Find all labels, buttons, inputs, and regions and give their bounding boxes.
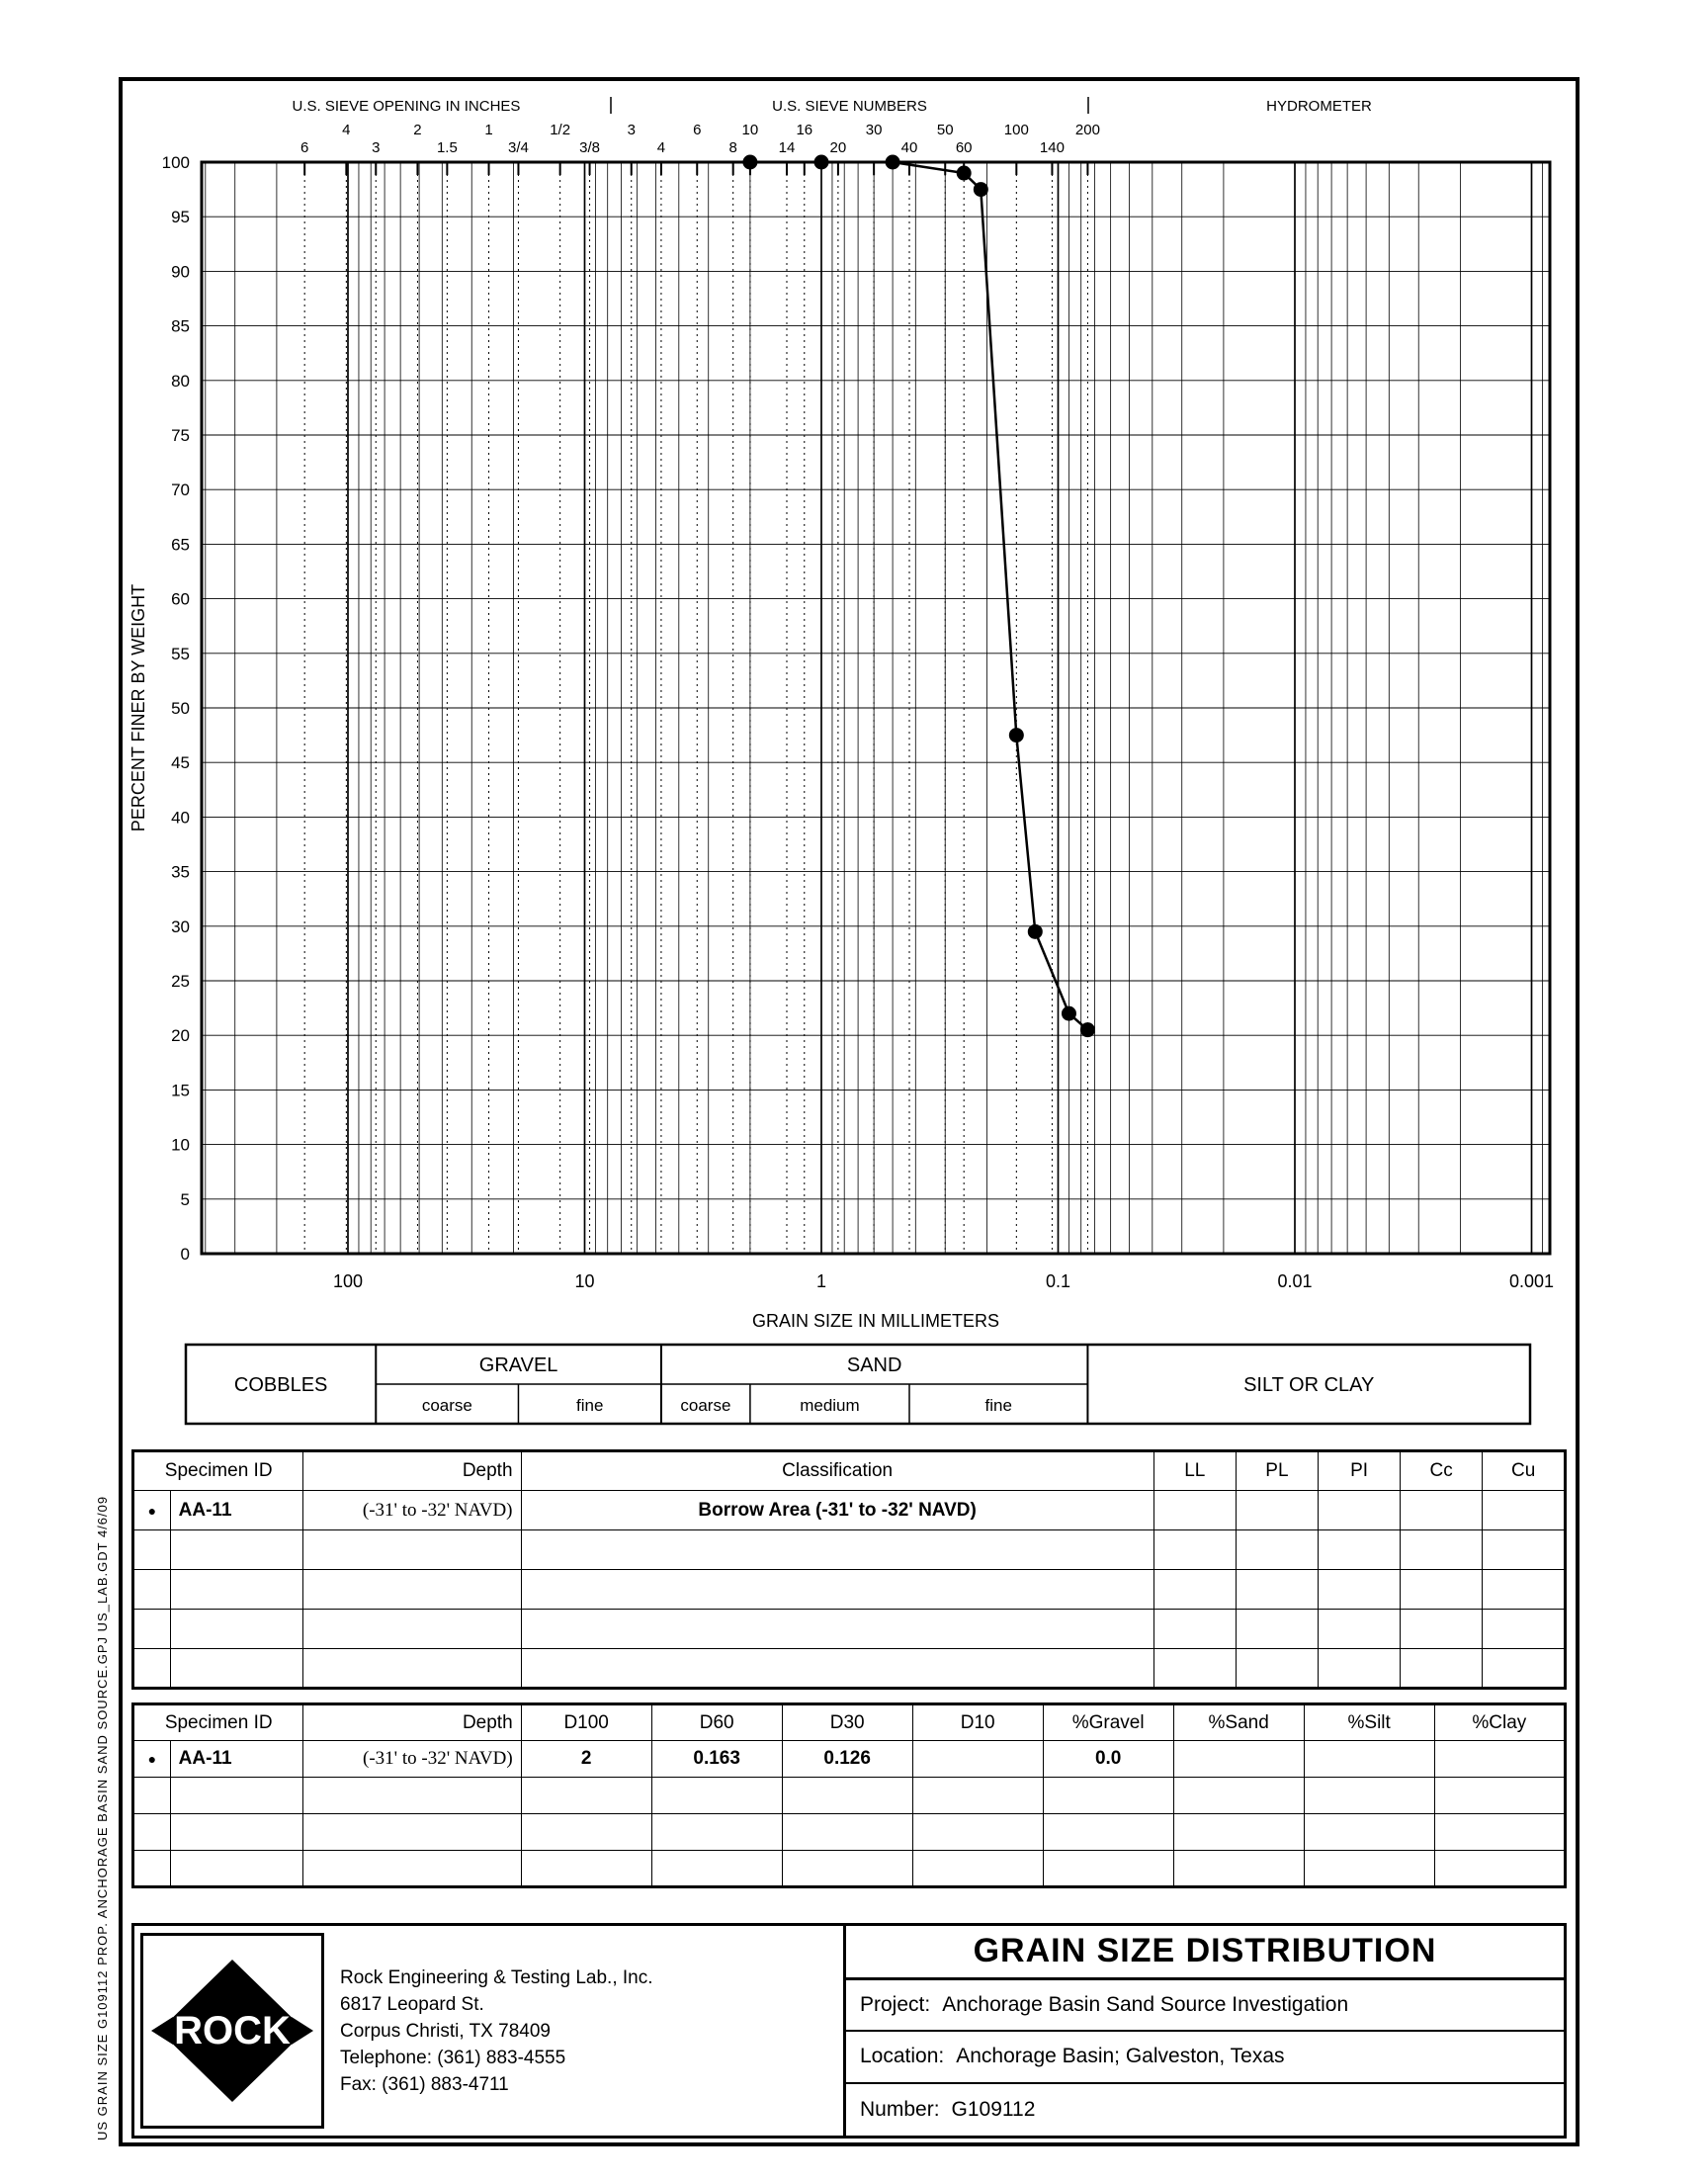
empty-cell bbox=[1434, 1778, 1565, 1814]
empty-cell bbox=[170, 1649, 303, 1689]
y-axis-tick-label: 65 bbox=[171, 535, 190, 555]
empty-cell bbox=[521, 1814, 651, 1851]
y-axis-tick-label: 15 bbox=[171, 1081, 190, 1100]
title-block-right bbox=[843, 1926, 1564, 2136]
empty-cell bbox=[303, 1851, 521, 1887]
y-axis-tick-label: 35 bbox=[171, 862, 190, 882]
data-point bbox=[1009, 728, 1024, 742]
sieve-label: 3/8 bbox=[579, 139, 600, 156]
empty-cell bbox=[133, 1649, 171, 1689]
x-axis-tick-label: 0.1 bbox=[1045, 1271, 1071, 1291]
empty-cell bbox=[1318, 1530, 1400, 1570]
data-point bbox=[1028, 924, 1043, 939]
y-axis-tick-label: 40 bbox=[171, 808, 190, 828]
empty-cell bbox=[1318, 1610, 1400, 1649]
cc-cell bbox=[1401, 1491, 1483, 1530]
title-block-left bbox=[134, 1926, 843, 2136]
empty-cell bbox=[170, 1851, 303, 1887]
empty-cell bbox=[912, 1778, 1043, 1814]
y-axis-title: PERCENT FINER BY WEIGHT bbox=[128, 583, 148, 832]
empty-cell bbox=[303, 1570, 521, 1610]
title-block bbox=[131, 1923, 1567, 2139]
y-axis-tick-label: 60 bbox=[171, 589, 190, 609]
empty-cell bbox=[1173, 1778, 1304, 1814]
sieve-label: 30 bbox=[865, 122, 883, 138]
classification-cell: Borrow Area (-31' to -32' NAVD) bbox=[521, 1491, 1153, 1530]
y-axis-tick-label: 50 bbox=[171, 699, 190, 718]
empty-cell bbox=[133, 1778, 171, 1814]
number-label: Number: bbox=[860, 2097, 940, 2121]
empty-cell bbox=[1153, 1530, 1236, 1570]
column-header: %Clay bbox=[1434, 1704, 1565, 1741]
empty-cell bbox=[521, 1851, 651, 1887]
report-title: GRAIN SIZE DISTRIBUTION bbox=[846, 1926, 1564, 1980]
gradation-curve bbox=[750, 162, 1088, 1030]
gravel-percent-cell: 0.0 bbox=[1043, 1741, 1173, 1778]
empty-cell bbox=[1434, 1851, 1565, 1887]
empty-cell bbox=[303, 1649, 521, 1689]
sieve-label: 14 bbox=[778, 139, 796, 156]
empty-cell bbox=[1318, 1649, 1400, 1689]
sieve-label: 200 bbox=[1074, 122, 1100, 138]
empty-cell bbox=[170, 1530, 303, 1570]
empty-cell bbox=[521, 1778, 651, 1814]
location-label: Location: bbox=[860, 2045, 945, 2068]
empty-cell bbox=[1153, 1570, 1236, 1610]
empty-cell bbox=[1401, 1530, 1483, 1570]
soil-group-label: GRAVEL bbox=[478, 1354, 558, 1376]
empty-cell bbox=[521, 1570, 1153, 1610]
specimen-id-cell: AA-11 bbox=[170, 1741, 303, 1778]
sieve-label: 20 bbox=[829, 139, 847, 156]
d30-cell: 0.126 bbox=[782, 1741, 912, 1778]
empty-cell bbox=[521, 1530, 1153, 1570]
pi-cell bbox=[1318, 1491, 1400, 1530]
empty-cell bbox=[1304, 1814, 1434, 1851]
y-axis-tick-label: 95 bbox=[171, 208, 190, 227]
column-header: D100 bbox=[521, 1704, 651, 1741]
column-header: PI bbox=[1318, 1451, 1400, 1491]
empty-cell bbox=[303, 1814, 521, 1851]
soil-subgroup-label: coarse bbox=[421, 1396, 472, 1415]
empty-cell bbox=[133, 1814, 171, 1851]
column-header: Depth bbox=[303, 1451, 521, 1491]
column-header: Cc bbox=[1401, 1451, 1483, 1491]
table1-grid bbox=[131, 1449, 1567, 1690]
empty-cell bbox=[170, 1570, 303, 1610]
soil-group-label: COBBLES bbox=[233, 1374, 328, 1396]
project-label: Project: bbox=[860, 1992, 931, 2016]
empty-cell bbox=[133, 1530, 171, 1570]
file-stamp-note: US GRAIN SIZE G109112 PROP. ANCHORAGE BASIN SAND SOURCE.GPJ US_LAB.GDT 4/6/09 bbox=[95, 1495, 110, 2140]
empty-cell bbox=[521, 1610, 1153, 1649]
x-axis-title: GRAIN SIZE IN MILLIMETERS bbox=[751, 1311, 1000, 1331]
y-axis-tick-label: 75 bbox=[171, 426, 190, 445]
d10-cell bbox=[912, 1741, 1043, 1778]
column-header: D60 bbox=[651, 1704, 782, 1741]
sieve-label: 3 bbox=[627, 122, 636, 138]
empty-cell bbox=[170, 1778, 303, 1814]
empty-cell bbox=[521, 1649, 1153, 1689]
depth-cell: (-31' to -32' NAVD) bbox=[303, 1491, 521, 1530]
header-sieve-numbers: U.S. SIEVE NUMBERS bbox=[772, 98, 927, 115]
empty-cell bbox=[782, 1851, 912, 1887]
data-point bbox=[1062, 1006, 1076, 1021]
sieve-label: 1.5 bbox=[436, 139, 458, 156]
gradation-table bbox=[131, 1703, 1567, 1888]
empty-cell bbox=[1153, 1610, 1236, 1649]
empty-cell bbox=[651, 1851, 782, 1887]
pl-cell bbox=[1236, 1491, 1318, 1530]
empty-cell bbox=[651, 1778, 782, 1814]
empty-cell bbox=[782, 1814, 912, 1851]
sieve-label: 40 bbox=[900, 139, 918, 156]
empty-cell bbox=[133, 1610, 171, 1649]
column-header: D10 bbox=[912, 1704, 1043, 1741]
depth-cell: (-31' to -32' NAVD) bbox=[303, 1741, 521, 1778]
silt-percent-cell bbox=[1304, 1741, 1434, 1778]
data-point bbox=[1080, 1022, 1095, 1037]
project-value: Anchorage Basin Sand Source Investigation bbox=[942, 1992, 1349, 2016]
x-axis-tick-label: 10 bbox=[574, 1271, 595, 1291]
empty-cell bbox=[1318, 1570, 1400, 1610]
logo-right-arrow-icon bbox=[292, 2017, 313, 2045]
sand-percent-cell bbox=[1173, 1741, 1304, 1778]
rock-logo-icon bbox=[149, 1954, 315, 2108]
empty-cell bbox=[1173, 1814, 1304, 1851]
y-axis-tick-label: 25 bbox=[171, 972, 190, 991]
column-header: Classification bbox=[521, 1451, 1153, 1491]
column-header: D30 bbox=[782, 1704, 912, 1741]
data-point bbox=[742, 155, 757, 170]
y-axis-tick-label: 55 bbox=[171, 644, 190, 663]
empty-cell bbox=[1304, 1851, 1434, 1887]
sieve-label: 2 bbox=[413, 122, 422, 138]
sieve-label: 8 bbox=[728, 139, 737, 156]
grain-size-distribution-chart bbox=[127, 87, 1570, 1441]
y-axis-tick-label: 0 bbox=[180, 1245, 190, 1264]
table2-grid bbox=[131, 1703, 1567, 1888]
empty-cell bbox=[1236, 1649, 1318, 1689]
sieve-label: 4 bbox=[656, 139, 666, 156]
empty-cell bbox=[303, 1610, 521, 1649]
data-point bbox=[886, 155, 900, 170]
sieve-label: 100 bbox=[1003, 122, 1029, 138]
y-axis-tick-label: 45 bbox=[171, 753, 190, 773]
location-value: Anchorage Basin; Galveston, Texas bbox=[956, 2045, 1285, 2068]
soil-subgroup-label: fine bbox=[575, 1396, 604, 1415]
company-info-line: Fax: (361) 883-4711 bbox=[340, 2073, 509, 2095]
sieve-label: 60 bbox=[955, 139, 973, 156]
soil-group-label: SAND bbox=[846, 1354, 902, 1376]
data-point bbox=[974, 182, 988, 197]
y-axis-tick-label: 10 bbox=[171, 1135, 190, 1155]
d100-cell: 2 bbox=[521, 1741, 651, 1778]
column-header: Depth bbox=[303, 1704, 521, 1741]
empty-cell bbox=[912, 1851, 1043, 1887]
header-sieve-inches: U.S. SIEVE OPENING IN INCHES bbox=[292, 98, 521, 115]
y-axis-tick-label: 85 bbox=[171, 316, 190, 336]
sieve-label: 6 bbox=[693, 122, 702, 138]
empty-cell bbox=[912, 1814, 1043, 1851]
specimen-marker: ● bbox=[133, 1491, 171, 1530]
y-axis-tick-label: 70 bbox=[171, 480, 190, 500]
company-info-line: Telephone: (361) 883-4555 bbox=[340, 2047, 566, 2068]
logo-left-arrow-icon bbox=[151, 2017, 173, 2045]
empty-cell bbox=[133, 1851, 171, 1887]
ll-cell bbox=[1153, 1491, 1236, 1530]
empty-cell bbox=[1401, 1649, 1483, 1689]
cu-cell bbox=[1483, 1491, 1566, 1530]
empty-cell bbox=[303, 1530, 521, 1570]
company-info-line: Corpus Christi, TX 78409 bbox=[340, 2020, 551, 2042]
empty-cell bbox=[170, 1610, 303, 1649]
x-axis-tick-label: 0.01 bbox=[1277, 1271, 1313, 1291]
y-axis-tick-label: 5 bbox=[180, 1189, 190, 1209]
x-axis-tick-label: 1 bbox=[815, 1271, 827, 1291]
column-header: Specimen ID bbox=[133, 1704, 303, 1741]
data-point bbox=[814, 155, 829, 170]
x-axis-tick-label: 0.001 bbox=[1508, 1271, 1555, 1291]
number-value: G109112 bbox=[951, 2097, 1036, 2121]
sieve-label: 50 bbox=[936, 122, 954, 138]
empty-cell bbox=[1401, 1610, 1483, 1649]
company-info-line: Rock Engineering & Testing Lab., Inc. bbox=[340, 1966, 653, 1988]
sieve-label: 3 bbox=[372, 139, 381, 156]
sieve-label: 10 bbox=[741, 122, 759, 138]
column-header: %Silt bbox=[1304, 1704, 1434, 1741]
empty-cell bbox=[1173, 1851, 1304, 1887]
empty-cell bbox=[303, 1778, 521, 1814]
column-header: %Sand bbox=[1173, 1704, 1304, 1741]
clay-percent-cell bbox=[1434, 1741, 1565, 1778]
soil-subgroup-label: coarse bbox=[680, 1396, 731, 1415]
column-header: %Gravel bbox=[1043, 1704, 1173, 1741]
d60-cell: 0.163 bbox=[651, 1741, 782, 1778]
empty-cell bbox=[133, 1570, 171, 1610]
empty-cell bbox=[1483, 1610, 1566, 1649]
y-axis-tick-label: 90 bbox=[171, 262, 190, 282]
data-point bbox=[957, 166, 972, 181]
number-row bbox=[846, 2084, 1564, 2136]
empty-cell bbox=[1483, 1530, 1566, 1570]
sieve-label: 6 bbox=[300, 139, 309, 156]
specimen-id-cell: AA-11 bbox=[170, 1491, 303, 1530]
header-hydrometer: HYDROMETER bbox=[1266, 98, 1372, 115]
soil-subgroup-label: medium bbox=[800, 1396, 860, 1415]
soil-group-label: SILT OR CLAY bbox=[1243, 1374, 1375, 1396]
soil-subgroup-label: fine bbox=[984, 1396, 1012, 1415]
column-header: Cu bbox=[1483, 1451, 1566, 1491]
project-row bbox=[846, 1980, 1564, 2033]
y-axis-tick-label: 80 bbox=[171, 371, 190, 391]
empty-cell bbox=[1483, 1649, 1566, 1689]
logo-text: ROCK bbox=[174, 2009, 291, 2052]
empty-cell bbox=[1304, 1778, 1434, 1814]
sieve-label: 3/4 bbox=[508, 139, 529, 156]
sieve-label: 1 bbox=[484, 122, 493, 138]
sieve-label: 16 bbox=[796, 122, 813, 138]
sieve-label: 140 bbox=[1039, 139, 1065, 156]
empty-cell bbox=[1153, 1649, 1236, 1689]
empty-cell bbox=[1236, 1530, 1318, 1570]
empty-cell bbox=[782, 1778, 912, 1814]
empty-cell bbox=[1043, 1814, 1173, 1851]
empty-cell bbox=[651, 1814, 782, 1851]
column-header: Specimen ID bbox=[133, 1451, 303, 1491]
empty-cell bbox=[1043, 1778, 1173, 1814]
location-row bbox=[846, 2032, 1564, 2084]
company-logo bbox=[140, 1933, 324, 2129]
company-info bbox=[324, 1965, 653, 2098]
classification-table bbox=[131, 1449, 1567, 1690]
empty-cell bbox=[170, 1814, 303, 1851]
column-header: LL bbox=[1153, 1451, 1236, 1491]
x-axis-tick-label: 100 bbox=[332, 1271, 364, 1291]
empty-cell bbox=[1401, 1570, 1483, 1610]
specimen-marker: ● bbox=[133, 1741, 171, 1778]
column-header: PL bbox=[1236, 1451, 1318, 1491]
y-axis-tick-label: 20 bbox=[171, 1026, 190, 1046]
y-axis-tick-label: 100 bbox=[161, 153, 190, 172]
empty-cell bbox=[1434, 1814, 1565, 1851]
empty-cell bbox=[1236, 1610, 1318, 1649]
empty-cell bbox=[1043, 1851, 1173, 1887]
empty-cell bbox=[1236, 1570, 1318, 1610]
sieve-label: 1/2 bbox=[550, 122, 571, 138]
y-axis-tick-label: 30 bbox=[171, 917, 190, 936]
company-info-line: 6817 Leopard St. bbox=[340, 1993, 484, 2015]
empty-cell bbox=[1483, 1570, 1566, 1610]
sieve-label: 4 bbox=[342, 122, 351, 138]
